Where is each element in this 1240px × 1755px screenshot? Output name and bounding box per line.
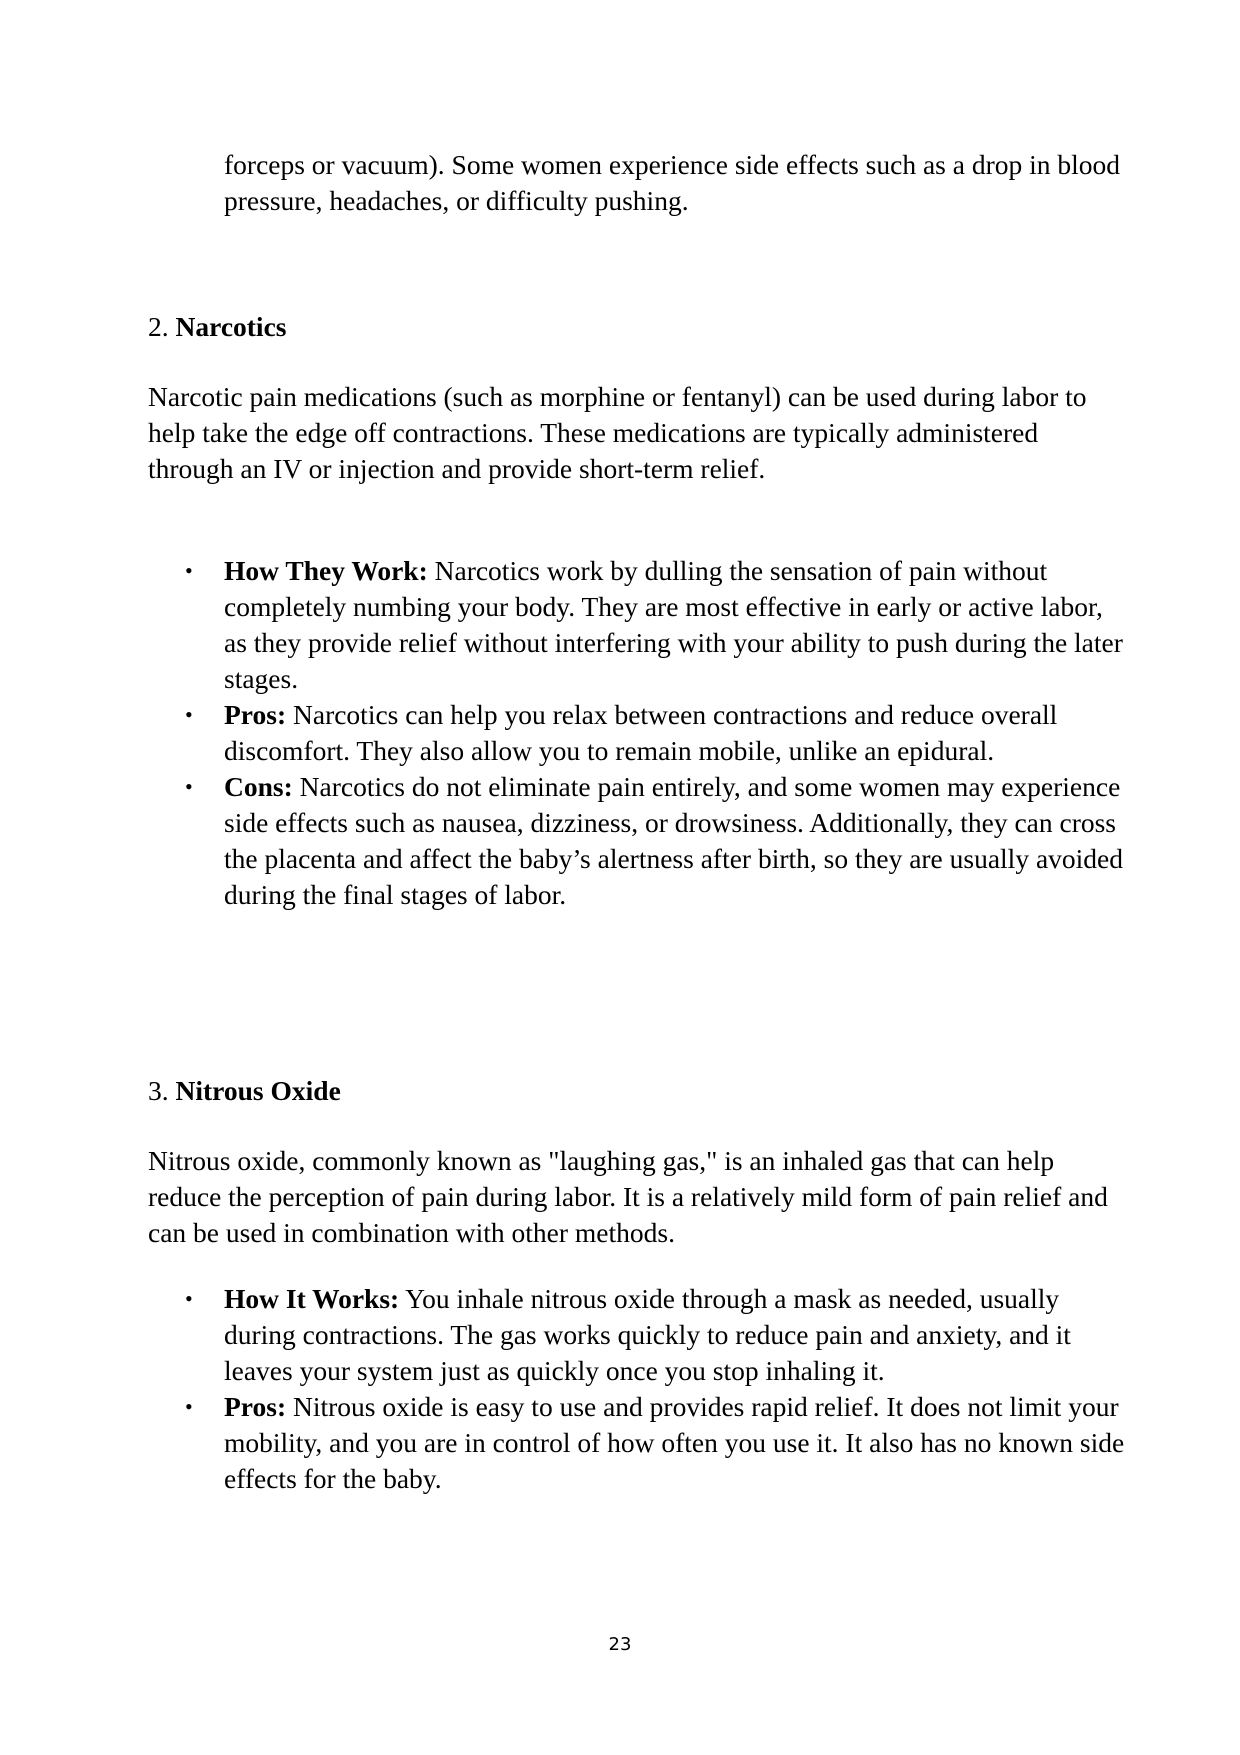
bullet-text: Narcotics do not eliminate pain entirely, and some women may experience side effects such as nausea, dizziness, or drowsiness. Additionally, they can cross the placenta and affect the baby’s alertness after birth, so they are usually avoided during the final stages of labor. <box>224 771 1124 910</box>
bullet-icon: • <box>185 1286 193 1311</box>
bullet-icon: • <box>185 774 193 799</box>
bullet-text: You inhale nitrous oxide through a mask as needed, usually during contractions. The gas works quickly to reduce pain and anxiety, and it leaves your system just as quickly once you stop inhaling it. <box>224 1283 1071 1386</box>
section-intro-narcotics: Narcotic pain medications (such as morphine or fentanyl) can be used during labor to help take the edge off contractions. These medications are typically administered through an IV or injection and provide short-term relief. <box>148 381 1087 484</box>
continuation-paragraph: forceps or vacuum). Some women experience side effects such as a drop in blood pressure, headaches, or difficulty pushing. <box>224 149 1121 216</box>
bullet-text: Narcotics can help you relax between contractions and reduce overall discomfort. They also allow you to remain mobile, unlike an epidural. <box>224 699 1058 766</box>
section-title: Narcotics <box>175 311 287 342</box>
bullet-label: Cons: <box>224 771 293 802</box>
bullet-label: How They Work: <box>224 555 428 586</box>
bullet-label: How It Works: <box>224 1283 400 1314</box>
list-item <box>148 697 1128 769</box>
list-item <box>148 769 1128 913</box>
section-heading-narcotics <box>148 309 286 345</box>
bullet-icon: • <box>185 558 193 583</box>
list-item <box>148 1389 1128 1497</box>
list-item <box>148 1281 1128 1389</box>
bullet-list-narcotics <box>148 553 1128 913</box>
section-intro-nitrous-oxide: Nitrous oxide, commonly known as "laughing gas," is an inhaled gas that can help reduce the perception of pain during labor. It is a relatively mild form of pain relief and can be used in combination with other methods. <box>148 1145 1108 1248</box>
section-number: 2. <box>148 311 169 342</box>
page-number: 23 <box>608 1634 632 1655</box>
section-heading-nitrous-oxide <box>148 1073 341 1109</box>
bullet-list-nitrous-oxide <box>148 1281 1128 1497</box>
section-title: Nitrous Oxide <box>175 1075 341 1106</box>
bullet-icon: • <box>185 1394 193 1419</box>
list-item <box>148 553 1128 697</box>
bullet-label: Pros: <box>224 699 287 730</box>
section-number: 3. <box>148 1075 169 1106</box>
bullet-label: Pros: <box>224 1391 287 1422</box>
bullet-text: Nitrous oxide is easy to use and provides rapid relief. It does not limit your mobility, and you are in control of how often you use it. It also has no known side effects for the baby. <box>224 1391 1125 1494</box>
bullet-text: Narcotics work by dulling the sensation of pain without completely numbing your body. They are most effective in early or active labor, as they provide relief without interfering with your ability to push during the later stages. <box>224 555 1123 694</box>
bullet-icon: • <box>185 702 193 727</box>
